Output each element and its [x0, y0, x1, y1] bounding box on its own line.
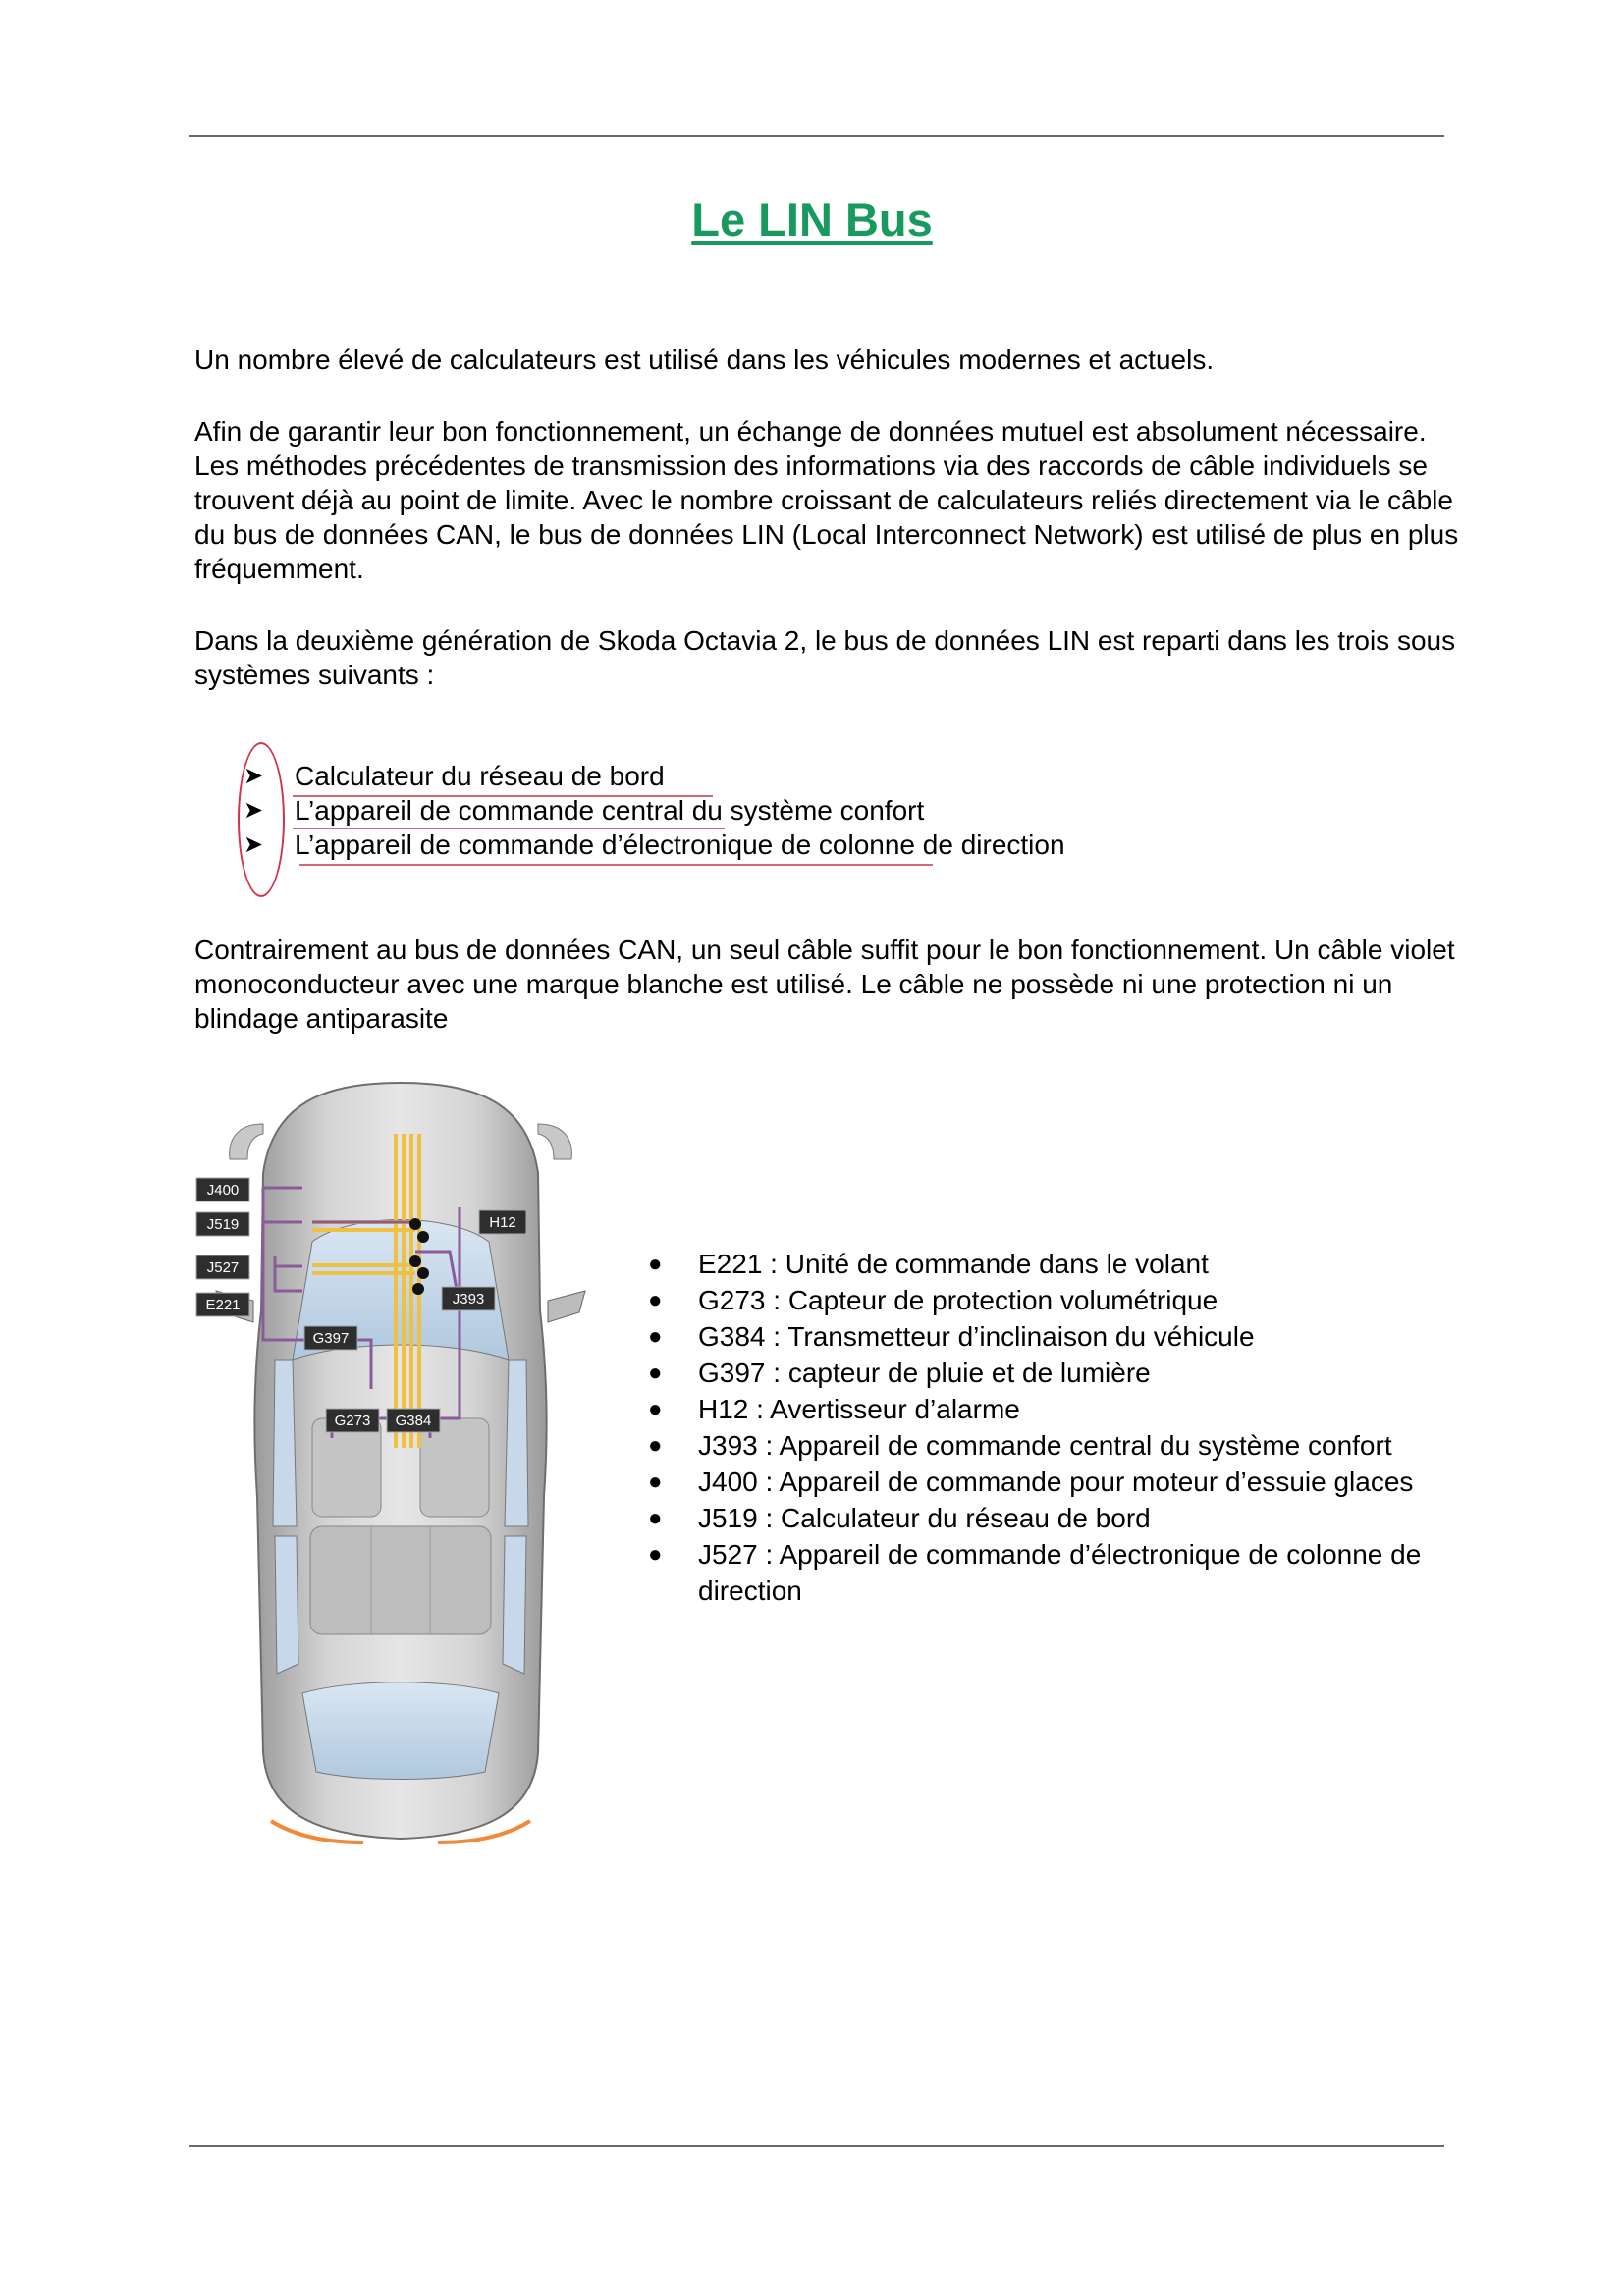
legend-text: J400 : Appareil de commande pour moteur d’essuie glaces [698, 1467, 1414, 1497]
list-item [643, 1391, 1448, 1427]
car-wiring-diagram [194, 1065, 607, 1850]
legend-text: H12 : Avertisseur d’alarme [698, 1394, 1020, 1424]
module-g273 [326, 1409, 379, 1432]
octavia-paragraph: Dans la deuxième génération de Skoda Octavia 2, le bus de données LIN est reparti dans les trois sous systèmes suivants : [194, 625, 1456, 690]
header-rule [189, 135, 1444, 137]
module-h12 [479, 1210, 526, 1234]
svg-text:J400: J400 [206, 1182, 240, 1199]
list-item [643, 1282, 1448, 1318]
list-item [643, 1427, 1448, 1464]
module-j400 [196, 1178, 249, 1201]
legend-text: J527 : Appareil de commande d’électronique de colonne de direction [698, 1539, 1422, 1606]
list-item [643, 1500, 1448, 1536]
round-bullet-icon: ● [648, 1251, 663, 1277]
round-bullet-icon: ● [648, 1360, 663, 1386]
footer-rule [189, 2145, 1444, 2147]
intro-paragraph: Un nombre élevé de calculateurs est utilisé dans les véhicules modernes et actuels. [194, 345, 1215, 375]
svg-text:J527: J527 [206, 1259, 240, 1276]
svg-text:H12: H12 [489, 1214, 516, 1231]
svg-text:J519: J519 [206, 1216, 240, 1233]
legend-text: G397 : capteur de pluie et de lumière [698, 1358, 1151, 1388]
red-underline-3 [299, 864, 933, 866]
module-j519 [196, 1212, 249, 1236]
round-bullet-icon: ● [648, 1323, 663, 1350]
arrowhead-bullet-icon: ➤ [244, 797, 264, 824]
arrowhead-bullet-icon: ➤ [244, 831, 264, 858]
list-item [244, 759, 1065, 793]
round-bullet-icon: ● [648, 1541, 663, 1568]
subsystem-list [244, 759, 1065, 862]
list-item [643, 1464, 1448, 1500]
list-item [244, 793, 1065, 828]
subsystem-label: Calculateur du réseau de bord [295, 761, 665, 791]
legend-text: E221 : Unité de commande dans le volant [698, 1249, 1209, 1279]
list-item [643, 1318, 1448, 1355]
list-item [643, 1246, 1448, 1282]
round-bullet-icon: ● [648, 1505, 663, 1531]
list-item [643, 1536, 1448, 1609]
module-g384 [387, 1409, 440, 1432]
module-e221 [196, 1293, 249, 1316]
module-g397 [304, 1326, 357, 1350]
svg-text:G384: G384 [395, 1413, 432, 1429]
round-bullet-icon: ● [648, 1468, 663, 1495]
round-bullet-icon: ● [648, 1396, 663, 1422]
subsystem-label: L’appareil de commande central du système confort [295, 795, 925, 826]
legend-text: J393 : Appareil de commande central du système confort [698, 1430, 1392, 1461]
svg-text:E221: E221 [205, 1297, 241, 1313]
legend-text: G384 : Transmetteur d’inclinaison du véhicule [698, 1321, 1255, 1352]
subsystem-label: L’appareil de commande d’électronique de colonne de direction [295, 829, 1065, 860]
module-j393 [442, 1287, 495, 1310]
list-item [244, 828, 1065, 862]
round-bullet-icon: ● [648, 1287, 663, 1313]
round-bullet-icon: ● [648, 1432, 663, 1459]
page-title: Le LIN Bus [691, 193, 933, 245]
legend-text: J519 : Calculateur du réseau de bord [698, 1503, 1151, 1533]
cable-paragraph: Contrairement au bus de données CAN, un seul câble suffit pour le bon fonctionnement. Un câble violet monoconducteur avec une marque blanche est utilisé. Le câble ne possède ni une protection ni un blindage antiparasite [194, 934, 1455, 1034]
arrowhead-bullet-icon: ➤ [244, 763, 264, 789]
legend-text: G273 : Capteur de protection volumétrique [698, 1285, 1218, 1315]
svg-text:J393: J393 [452, 1291, 485, 1308]
module-j527 [196, 1255, 249, 1279]
list-item [643, 1355, 1448, 1391]
svg-text:G397: G397 [312, 1330, 350, 1347]
svg-text:G273: G273 [334, 1413, 371, 1429]
necessity-paragraph: Afin de garantir leur bon fonctionnement, un échange de données mutuel est absolument nécessaire. Les méthodes précédentes de transmission des informations via des raccords de câble individuels se trouvent déjà au point de limite. Avec le nombre croissant de calculateurs reliés directement via le câble du bus de données CAN, le bus de données LIN (Local Interconnect Network) est utilisé de plus en plus fréquemment. [194, 416, 1459, 584]
component-legend [643, 1246, 1448, 1609]
